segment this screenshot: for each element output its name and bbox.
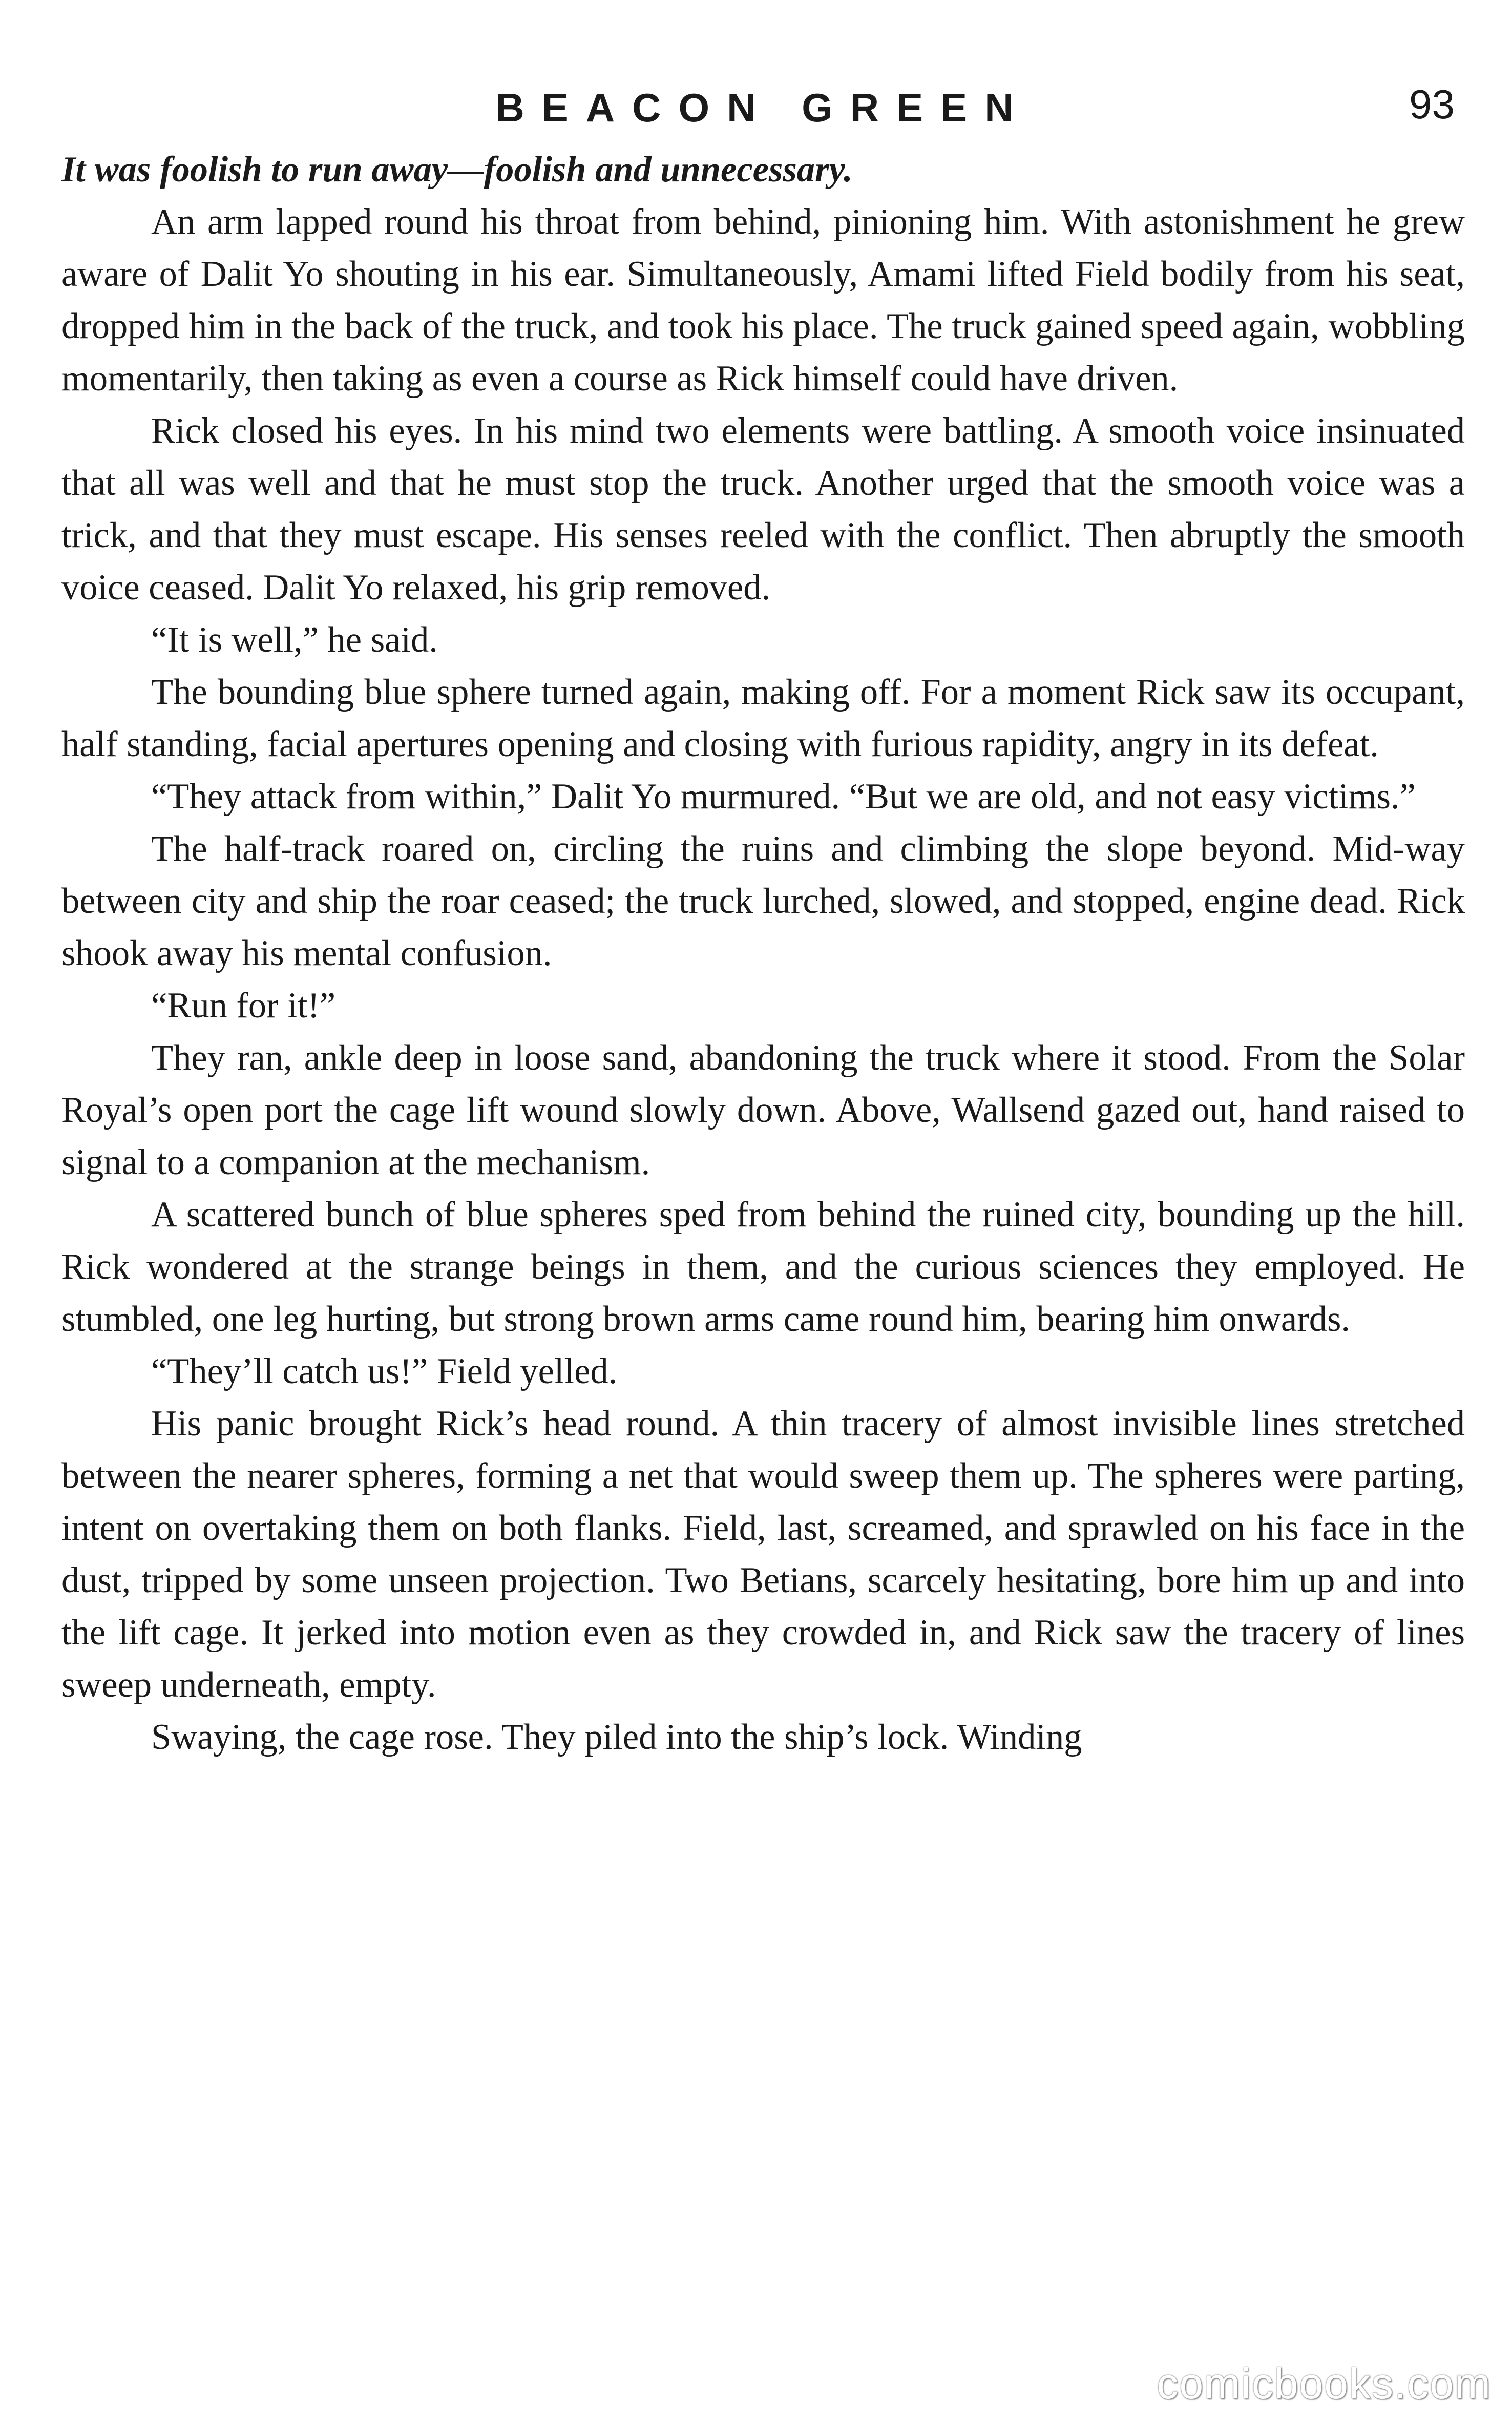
running-head xyxy=(61,72,1465,143)
paragraph-2: An arm lapped round his throat from behind, pinioning him. With astonishment he grew aware of Dalit Yo shouting in his ear. Simultaneously, Amami lifted Field bodily from his seat, dropped him in the back of the truck, and took his place. The truck gained speed again, wobbling momentarily, then taking as even a course as Rick himself could have driven. xyxy=(61,202,1465,399)
paragraph-7: The half-track roared on, circling the ruins and climbing the slope beyond. Mid-way between city and ship the roar ceased; the truck lurched, slowed, and stopped, engine dead. Rick shook away his mental confusion. xyxy=(61,829,1465,973)
paragraph-12: His panic brought Rick’s head round. A thin tracery of almost invisible lines stretched between the nearer spheres, forming a net that would sweep them up. The spheres were parting, intent on overtaking them on both flanks. Field, last, screamed, and sprawled on his face in the dust, tripped by some unseen projection. Two Betians, scarcely hesitating, bore him up and into the lift cage. It jerked into motion even as they crowded in, and Rick saw the tracery of lines sweep underneath, empty. xyxy=(61,1404,1465,1705)
paragraph-13: Swaying, the cage rose. They piled into the ship’s lock. Winding xyxy=(151,1717,1082,1757)
paragraph-9: They ran, ankle deep in loose sand, abandoning the truck where it stood. From the Solar Royal’s open port the cage lift wound slowly down. Above, Wallsend gazed out, hand raised to signal to a companion at the mechanism. xyxy=(61,1038,1465,1182)
paragraph-5: The bounding blue sphere turned again, making off. For a moment Rick saw its occupant, half standing, facial apertures opening and closing with furious rapidity, angry in its defeat. xyxy=(61,672,1465,764)
paragraph-6: “They attack from within,” Dalit Yo murmured. “But we are old, and not easy victims.” xyxy=(151,777,1416,817)
page-number: 93 xyxy=(1409,81,1455,127)
paragraph-3: Rick closed his eyes. In his mind two elements were battling. A smooth voice insinuated that all was well and that he must stop the truck. Another urged that the smooth voice was a trick, and that they must escape. His senses reeled with the conflict. Then abruptly the smooth voice ceased. Dalit Yo relaxed, his grip removed. xyxy=(61,411,1465,608)
watermark: comicbooks.com xyxy=(1157,2360,1492,2408)
paragraph-4: “It is well,” he said. xyxy=(151,620,438,660)
body-text xyxy=(61,143,1465,1763)
book-page xyxy=(61,72,1465,2367)
running-title: BEACON GREEN xyxy=(495,85,1031,130)
paragraph-1: It was foolish to run away—foolish and unnecessary. xyxy=(61,150,853,190)
paragraph-10: A scattered bunch of blue spheres sped from behind the ruined city, bounding up the hill. Rick wondered at the strange beings in them, and the curious sciences they employed. He stumbled, one leg hurting, but strong brown arms came round him, bearing him onwards. xyxy=(61,1195,1465,1339)
paragraph-8: “Run for it!” xyxy=(151,986,336,1026)
paragraph-11: “They’ll catch us!” Field yelled. xyxy=(151,1351,618,1391)
